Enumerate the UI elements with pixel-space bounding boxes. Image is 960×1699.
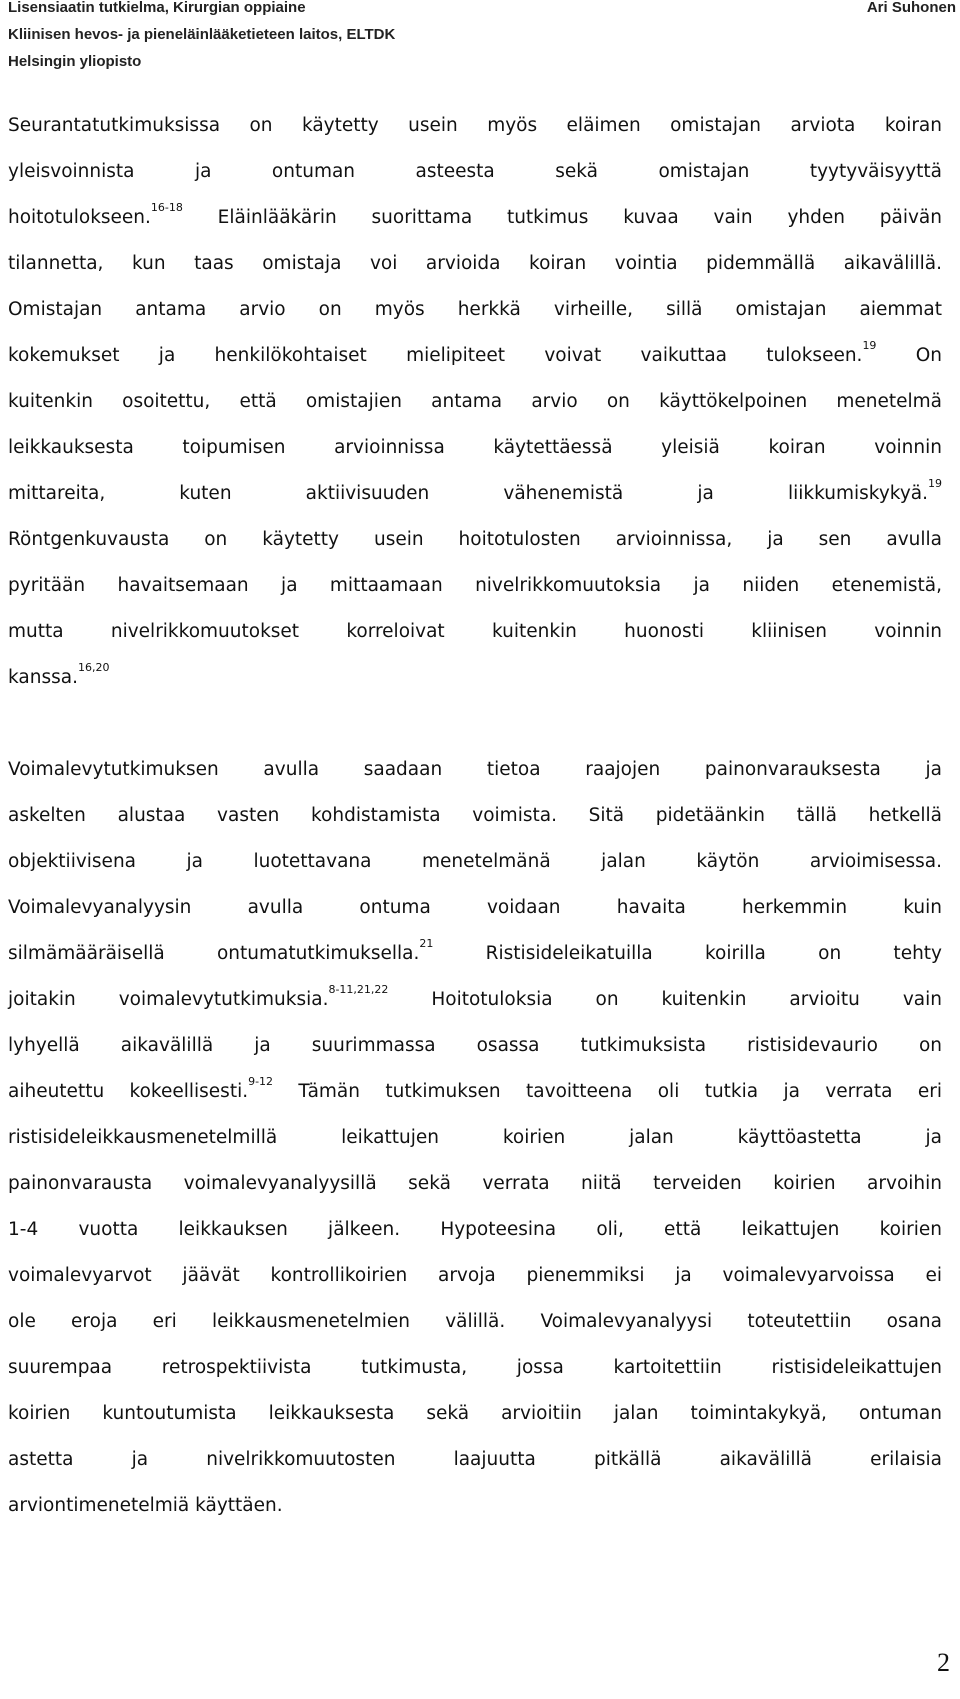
text-line	[8, 931, 942, 977]
text-segment: hoitotulokseen.	[8, 207, 151, 228]
paragraph-1	[8, 103, 942, 701]
text-line	[8, 977, 942, 1023]
text-line	[8, 379, 942, 425]
text-segment: kanssa.	[8, 667, 78, 688]
text-line	[8, 1299, 942, 1345]
text-line	[8, 1023, 942, 1069]
citation-superscript: 16,20	[77, 661, 110, 674]
text-segment: Tämän tutkimuksen tavoitteena oli tutkia ja verrata eri	[273, 1081, 942, 1102]
page-header	[8, 0, 956, 81]
text-segment: Hoitotuloksia on kuitenkin arvioitu vain	[388, 989, 942, 1010]
text-segment: 1-4 vuotta leikkauksen jälkeen. Hypoteesina oli, että leikattujen koirien	[8, 1219, 942, 1240]
text-line	[8, 1345, 942, 1391]
text-line	[8, 885, 942, 931]
body-text	[8, 103, 942, 1529]
header-line-2	[8, 27, 956, 54]
text-segment: kokemukset ja henkilökohtaiset mielipiteet voivat vaikuttaa tulokseen.	[8, 345, 863, 366]
text-segment: lyhyellä aikavälillä ja suurimmassa osassa tutkimuksista ristisidevaurio on	[8, 1035, 942, 1056]
citation-superscript: 21	[419, 937, 434, 950]
text-segment: Seurantatutkimuksissa on käytetty usein myös eläimen omistajan arviota koiran	[8, 115, 942, 136]
text-segment: objektiivisena ja luotettavana menetelmänä jalan käytön arvioimisessa.	[8, 851, 942, 872]
text-segment: painonvarausta voimalevyanalyysillä sekä verrata niitä terveiden koirien arvoihin	[8, 1173, 942, 1194]
text-segment: Ristisideleikatuilla koirilla on tehty	[433, 943, 942, 964]
text-segment: voimalevyarvot jäävät kontrollikoirien arvoja pienemmiksi ja voimalevyarvoissa ei	[8, 1265, 942, 1286]
text-line	[8, 517, 942, 563]
header-line-3	[8, 54, 956, 81]
citation-superscript: 19	[862, 339, 877, 352]
citation-superscript: 9-12	[248, 1075, 274, 1088]
text-segment: astetta ja nivelrikkomuutosten laajuutta pitkällä aikavälillä erilaisia	[8, 1449, 942, 1470]
text-segment: aiheutettu kokeellisesti.	[8, 1081, 249, 1102]
text-segment: Eläinlääkärin suorittama tutkimus kuvaa vain yhden päivän	[182, 207, 942, 228]
text-segment: mutta nivelrikkomuutokset korreloivat kuitenkin huonosti kliinisen voinnin	[8, 621, 942, 642]
text-line	[8, 241, 942, 287]
text-segment: koirien kuntoutumista leikkauksesta sekä arvioitiin jalan toimintakykyä, ontuman	[8, 1403, 942, 1424]
citation-superscript: 19	[928, 477, 942, 490]
text-line	[8, 609, 942, 655]
text-segment: ole eroja eri leikkausmenetelmien välillä. Voimalevyanalyysi toteutettiin osana	[8, 1311, 942, 1332]
text-line	[8, 1115, 942, 1161]
text-line	[8, 1069, 942, 1115]
text-segment: yleisvoinnista ja ontuman asteesta sekä omistajan tyytyväisyyttä	[8, 161, 942, 182]
text-segment: On	[876, 345, 942, 366]
thesis-title: Lisensiaatin tutkielma, Kirurgian oppiaine	[8, 0, 306, 16]
text-segment: Voimalevytutkimuksen avulla saadaan tietoa raajojen painonvarauksesta ja	[8, 759, 942, 780]
text-line	[8, 563, 942, 609]
text-line	[8, 149, 942, 195]
text-line	[8, 471, 942, 517]
text-line	[8, 195, 942, 241]
text-segment: silmämääräisellä ontumatutkimuksella.	[8, 943, 420, 964]
text-segment: arviontimenetelmiä käyttäen.	[8, 1495, 283, 1516]
text-line	[8, 287, 942, 333]
citation-superscript: 16-18	[150, 201, 183, 214]
department-name: Kliinisen hevos- ja pieneläinlääketieteen laitos, ELTDK	[8, 26, 396, 43]
text-segment: leikkauksesta toipumisen arvioinnissa käytettäessä yleisiä koiran voinnin	[8, 437, 942, 458]
text-segment: Röntgenkuvausta on käytetty usein hoitotulosten arvioinnissa, ja sen avulla	[8, 529, 942, 550]
university-name: Helsingin yliopisto	[8, 53, 142, 70]
text-line	[8, 793, 942, 839]
text-segment: suurempaa retrospektiivista tutkimusta, jossa kartoitettiin ristisideleikattujen	[8, 1357, 942, 1378]
text-line	[8, 333, 942, 379]
text-segment: Voimalevyanalyysin avulla ontuma voidaan havaita herkemmin kuin	[8, 897, 942, 918]
text-segment: ristisideleikkausmenetelmillä leikattujen koirien jalan käyttöastetta ja	[8, 1127, 942, 1148]
citation-superscript: 8-11,21,22	[328, 983, 389, 996]
text-segment: askelten alustaa vasten kohdistamista voimista. Sitä pidetäänkin tällä hetkellä	[8, 805, 942, 826]
text-line	[8, 1161, 942, 1207]
text-line	[8, 1253, 942, 1299]
text-line	[8, 1391, 942, 1437]
paragraph-2	[8, 747, 942, 1529]
text-line	[8, 1483, 942, 1529]
text-segment: Omistajan antama arvio on myös herkkä virheille, sillä omistajan aiemmat	[8, 299, 942, 320]
author-name: Ari Suhonen	[866, 0, 956, 16]
text-line	[8, 1207, 942, 1253]
text-line	[8, 103, 942, 149]
text-segment: joitakin voimalevytutkimuksia.	[8, 989, 329, 1010]
text-segment: kuitenkin osoitettu, että omistajien antama arvio on käyttökelpoinen menetelmä	[8, 391, 942, 412]
text-segment: pyritään havaitsemaan ja mittaamaan nivelrikkomuutoksia ja niiden etenemistä,	[8, 575, 942, 596]
page-number: 2	[937, 1648, 950, 1677]
header-line-1	[8, 0, 956, 27]
text-line	[8, 655, 942, 701]
text-segment: tilannetta, kun taas omistaja voi arvioida koiran vointia pidemmällä aikavälillä.	[8, 253, 942, 274]
text-line	[8, 1437, 942, 1483]
text-line	[8, 425, 942, 471]
text-line	[8, 747, 942, 793]
text-segment: mittareita, kuten aktiivisuuden vähenemistä ja liikkumiskykyä.	[8, 483, 928, 504]
text-line	[8, 839, 942, 885]
